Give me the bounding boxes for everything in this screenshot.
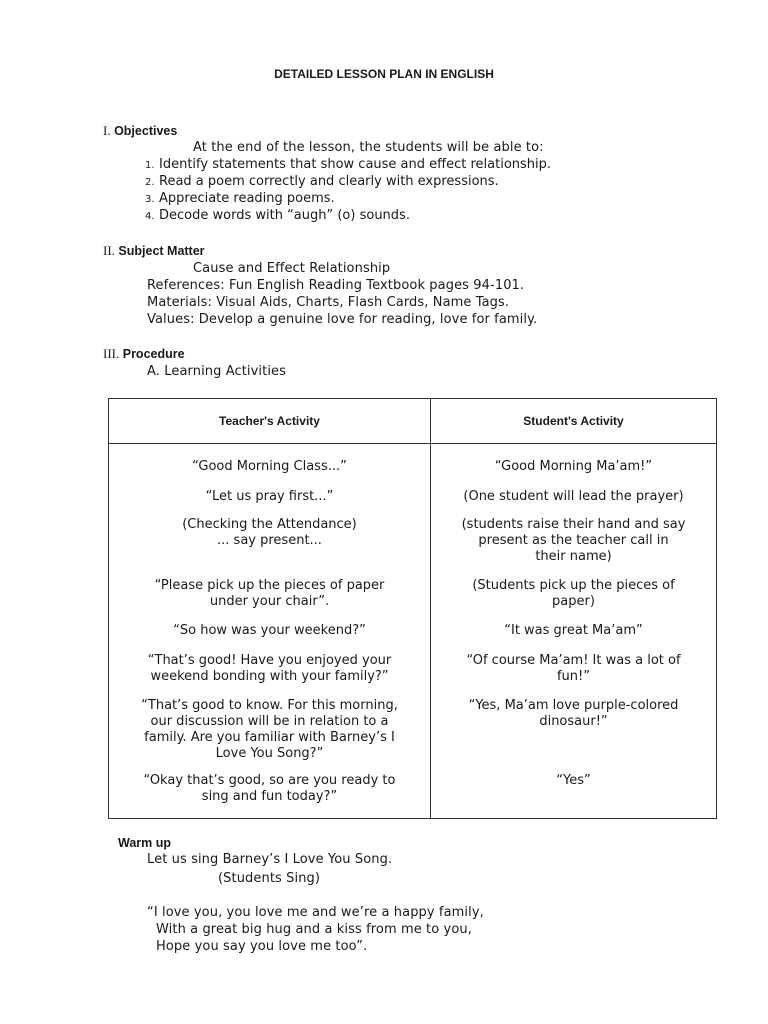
teacher-activity-text: “Please pick up the pieces of paper <box>154 578 385 593</box>
subject-materials: Materials: Visual Aids, Charts, Flash Cards, Name Tags. <box>147 295 510 310</box>
subject-values: Values: Develop a genuine love for reading, love for family. <box>147 312 538 327</box>
subject-topic: Cause and Effect Relationship <box>193 261 391 276</box>
learning-activities-table <box>108 398 717 819</box>
warm-up-note: (Students Sing) <box>218 871 321 886</box>
student-activity-column <box>431 444 716 818</box>
teacher-activity-text: ... say present... <box>217 533 322 548</box>
objectives-intro: At the end of the lesson, the students will be able to: <box>193 140 544 155</box>
teacher-activity-text: “So how was your weekend?” <box>173 623 366 638</box>
teacher-activity-text: “Let us pray first...” <box>205 489 334 504</box>
teacher-activity-cell <box>109 444 431 819</box>
objectives-title: Objectives <box>114 124 178 138</box>
student-activity-text: “It was great Ma’am” <box>504 623 643 638</box>
teacher-activity-text: “That’s good! Have you enjoyed your <box>147 653 392 668</box>
teacher-activity-text: “That’s good to know. For this morning, <box>141 698 398 713</box>
student-activity-text: “Of course Ma’am! It was a lot of <box>466 653 681 668</box>
objectives-numeral: I. <box>103 123 111 138</box>
teacher-activity-text: under your chair”. <box>209 594 330 609</box>
student-activity-text: (students raise their hand and say <box>461 517 686 532</box>
procedure-numeral: III. <box>103 346 120 361</box>
warm-up-line: Let us sing Barney’s I Love You Song. <box>147 852 393 867</box>
teacher-activity-text: family. Are you familiar with Barney’s I <box>144 730 395 745</box>
table-header-row <box>109 399 717 444</box>
procedure-heading <box>103 346 185 362</box>
teacher-activity-text: Love You Song?” <box>215 746 324 761</box>
lyrics-line: With a great big hug and a kiss from me to you, <box>156 922 472 937</box>
subject-matter-numeral: II. <box>103 243 115 258</box>
teacher-activity-text: “Okay that’s good, so are you ready to <box>143 773 396 788</box>
document-title: DETAILED LESSON PLAN IN ENGLISH <box>274 67 494 81</box>
procedure-subheading: A. Learning Activities <box>147 364 287 379</box>
teacher-activity-header: Teacher's Activity <box>109 399 431 444</box>
student-activity-text: present as the teacher call in <box>478 533 669 548</box>
student-activity-text: (Students pick up the pieces of <box>472 578 675 593</box>
procedure-title: Procedure <box>122 347 185 361</box>
student-activity-text: paper) <box>552 594 595 609</box>
objective-item: 3. Appreciate reading poems. <box>145 191 335 206</box>
teacher-activity-text: “Good Morning Class...” <box>192 459 347 474</box>
objective-item: 2. Read a poem correctly and clearly with expressions. <box>145 174 499 189</box>
warm-up-heading: Warm up <box>118 836 172 850</box>
student-activity-text: “Good Morning Ma’am!” <box>494 459 653 474</box>
objective-item: 4. Decode words with “augh” (o) sounds. <box>145 208 410 223</box>
teacher-activity-text: our discussion will be in relation to a <box>150 714 389 729</box>
teacher-activity-text: (Checking the Attendance) <box>182 517 357 532</box>
teacher-activity-column <box>109 444 430 818</box>
student-activity-cell <box>431 444 717 819</box>
objectives-heading <box>103 123 177 139</box>
teacher-activity-text: weekend bonding with your family?” <box>150 669 389 684</box>
student-activity-text: fun!” <box>556 669 590 684</box>
student-activity-text: “Yes” <box>556 773 591 788</box>
teacher-activity-text: sing and fun today?” <box>201 789 338 804</box>
lyrics-line: Hope you say you love me too”. <box>156 939 368 954</box>
student-activity-header: Student's Activity <box>431 399 717 444</box>
student-activity-text: (One student will lead the prayer) <box>463 489 684 504</box>
student-activity-text: dinosaur!” <box>539 714 608 729</box>
student-activity-text: “Yes, Ma’am love purple-colored <box>468 698 679 713</box>
subject-references: References: Fun English Reading Textbook pages 94-101. <box>147 278 525 293</box>
lyrics-line: “I love you, you love me and we’re a happy family, <box>147 905 484 920</box>
subject-matter-title: Subject Matter <box>118 244 205 258</box>
subject-matter-heading <box>103 243 205 259</box>
student-activity-text: their name) <box>535 549 612 564</box>
table-row <box>109 444 717 819</box>
objective-item: 1. Identify statements that show cause and effect relationship. <box>145 157 552 172</box>
